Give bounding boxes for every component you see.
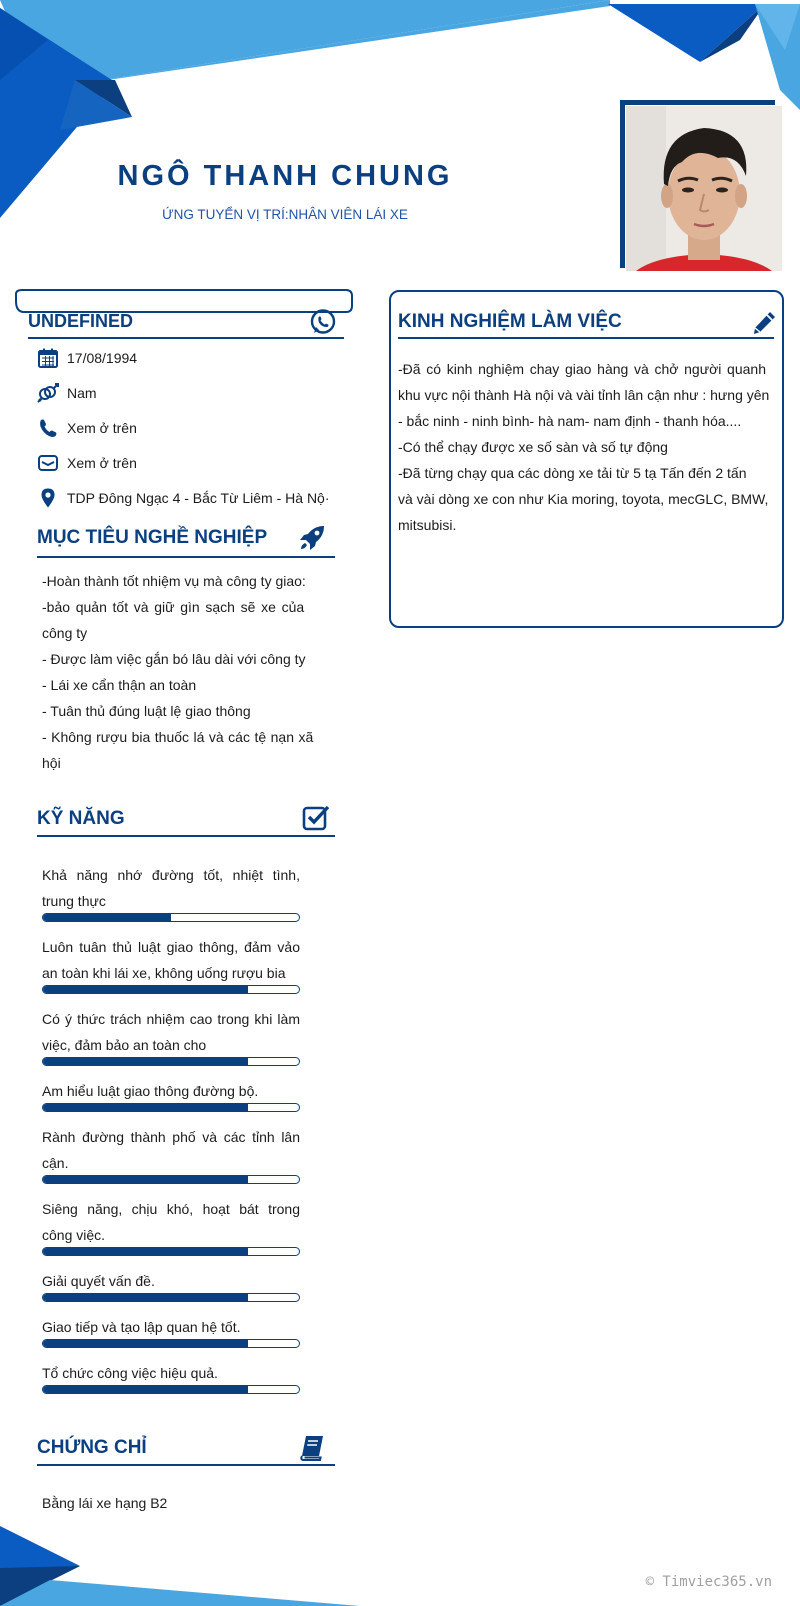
experience-section-title: KINH NGHIỆM LÀM VIỆC [398, 311, 622, 332]
rocket-icon [298, 524, 326, 552]
skill-level-fill [43, 986, 248, 993]
experience-section-underline [398, 337, 774, 339]
skill-level-fill [43, 1294, 248, 1301]
skill-name: Am hiểu luật giao thông đường bộ. [42, 1083, 259, 1099]
skill-level-fill [43, 1248, 248, 1255]
skill-level-bar [42, 1293, 300, 1302]
email-row [37, 452, 137, 474]
skill-level-fill [43, 1340, 248, 1347]
envelope-icon [37, 452, 59, 474]
skill-level-bar [42, 1339, 300, 1348]
objective-section-underline [37, 556, 335, 558]
email-value: Xem ở trên [67, 455, 137, 471]
objective-line: hội [42, 755, 61, 771]
skill-level-fill [43, 1176, 248, 1183]
candidate-name: NGÔ THANH CHUNG [117, 160, 453, 192]
candidate-photo [626, 106, 782, 271]
contact-section-underline [28, 337, 344, 339]
phone-row [37, 417, 137, 439]
skills-section-underline [37, 835, 335, 837]
skill-level-bar [42, 1103, 300, 1112]
experience-line: khu vực nội thành Hà nội và vài tỉnh lân cận như : hưng yên [398, 387, 770, 403]
address-row [37, 487, 330, 509]
skill-name: Giải quyết vấn đề. [42, 1273, 155, 1289]
skill-name: Giao tiếp và tạo lập quan hệ tốt. [42, 1319, 241, 1335]
skill-level-bar [42, 913, 300, 922]
objective-line: công ty [42, 625, 88, 641]
experience-panel [389, 290, 784, 628]
watermark: © Timviec365.vn [645, 1574, 772, 1590]
objective-line: -bảo quản tốt và giữ gìn sạch sẽ xe của [42, 599, 305, 615]
checkbox-icon [302, 803, 330, 831]
certificates-section-underline [37, 1464, 335, 1466]
skill-name: Khả năng nhớ đường tốt, nhiệt tình, trung thực [42, 867, 300, 909]
contact-section-title: UNDEFINED [28, 311, 134, 331]
skill-level-bar [42, 1247, 300, 1256]
certificate-item: Bằng lái xe hạng B2 [42, 1495, 168, 1511]
gender-row [37, 382, 97, 404]
whatsapp-icon [309, 308, 337, 336]
skill-level-fill [43, 1058, 248, 1065]
skill-level-fill [43, 914, 171, 921]
experience-line: mitsubisi. [398, 517, 457, 533]
objective-section-title: MỤC TIÊU NGHỀ NGHIỆP [37, 527, 268, 548]
gender-icon [37, 382, 59, 404]
birthday-row [37, 347, 137, 369]
objective-line: - Được làm việc gắn bó lâu dài với công ty [42, 651, 306, 667]
skill-name: Có ý thức trách nhiệm cao trong khi làm việc, đảm bảo an toàn cho [42, 1011, 300, 1053]
experience-line: -Đã có kinh nghiệm chay giao hàng và chở người quanh [398, 361, 766, 377]
skill-level-bar [42, 1385, 300, 1394]
phone-value: Xem ở trên [67, 420, 137, 436]
address-value: TDP Đông Ngạc 4 - Bắc Từ Liêm - Hà Nộ· [67, 490, 330, 506]
skill-name: Tổ chức công việc hiệu quả. [42, 1365, 218, 1381]
skill-name: Luôn tuân thủ luật giao thông, đảm vảo an toàn khi lái xe, không uống rượu bia [42, 939, 300, 981]
pencil-icon [750, 309, 778, 337]
experience-line: - bắc ninh - ninh bình- hà nam- nam định - thanh hóa.... [398, 413, 742, 429]
objective-line: -Hoàn thành tốt nhiệm vụ mà công ty giao: [42, 573, 306, 589]
certificates-section-title: CHỨNG CHỈ [37, 1437, 147, 1458]
skills-section-title: KỸ NĂNG [37, 808, 125, 829]
experience-line: -Đã từng chạy qua các dòng xe tải từ 5 tạ Tấn đến 2 tấn [398, 465, 747, 481]
birthday-value: 17/08/1994 [67, 350, 138, 366]
calendar-icon [37, 347, 59, 369]
skill-name: Siêng năng, chịu khó, hoạt bát trong công việc. [42, 1201, 300, 1243]
skill-level-fill [43, 1386, 248, 1393]
applied-position: ỨNG TUYỂN VỊ TRÍ:NHÂN VIÊN LÁI XE [162, 207, 408, 222]
objective-line: - Không rượu bia thuốc lá và các tệ nạn xã [42, 729, 314, 745]
phone-icon [37, 417, 59, 439]
skill-level-bar [42, 985, 300, 994]
skill-level-fill [43, 1104, 248, 1111]
experience-line: -Có thể chạy được xe số sàn và số tự động [398, 439, 668, 455]
skill-level-bar [42, 1175, 300, 1184]
skill-name: Rành đường thành phố và các tỉnh lân cận. [42, 1129, 300, 1171]
objective-line: - Lái xe cẩn thận an toàn [42, 677, 197, 693]
book-icon [298, 1434, 326, 1462]
objective-line: - Tuân thủ đúng luật lệ giao thông [42, 703, 251, 719]
experience-line: và vài dòng xe con như Kia moring, toyota, mecGLC, BMW, [398, 491, 769, 507]
gender-value: Nam [67, 385, 97, 401]
skill-level-bar [42, 1057, 300, 1066]
map-marker-icon [37, 487, 59, 509]
